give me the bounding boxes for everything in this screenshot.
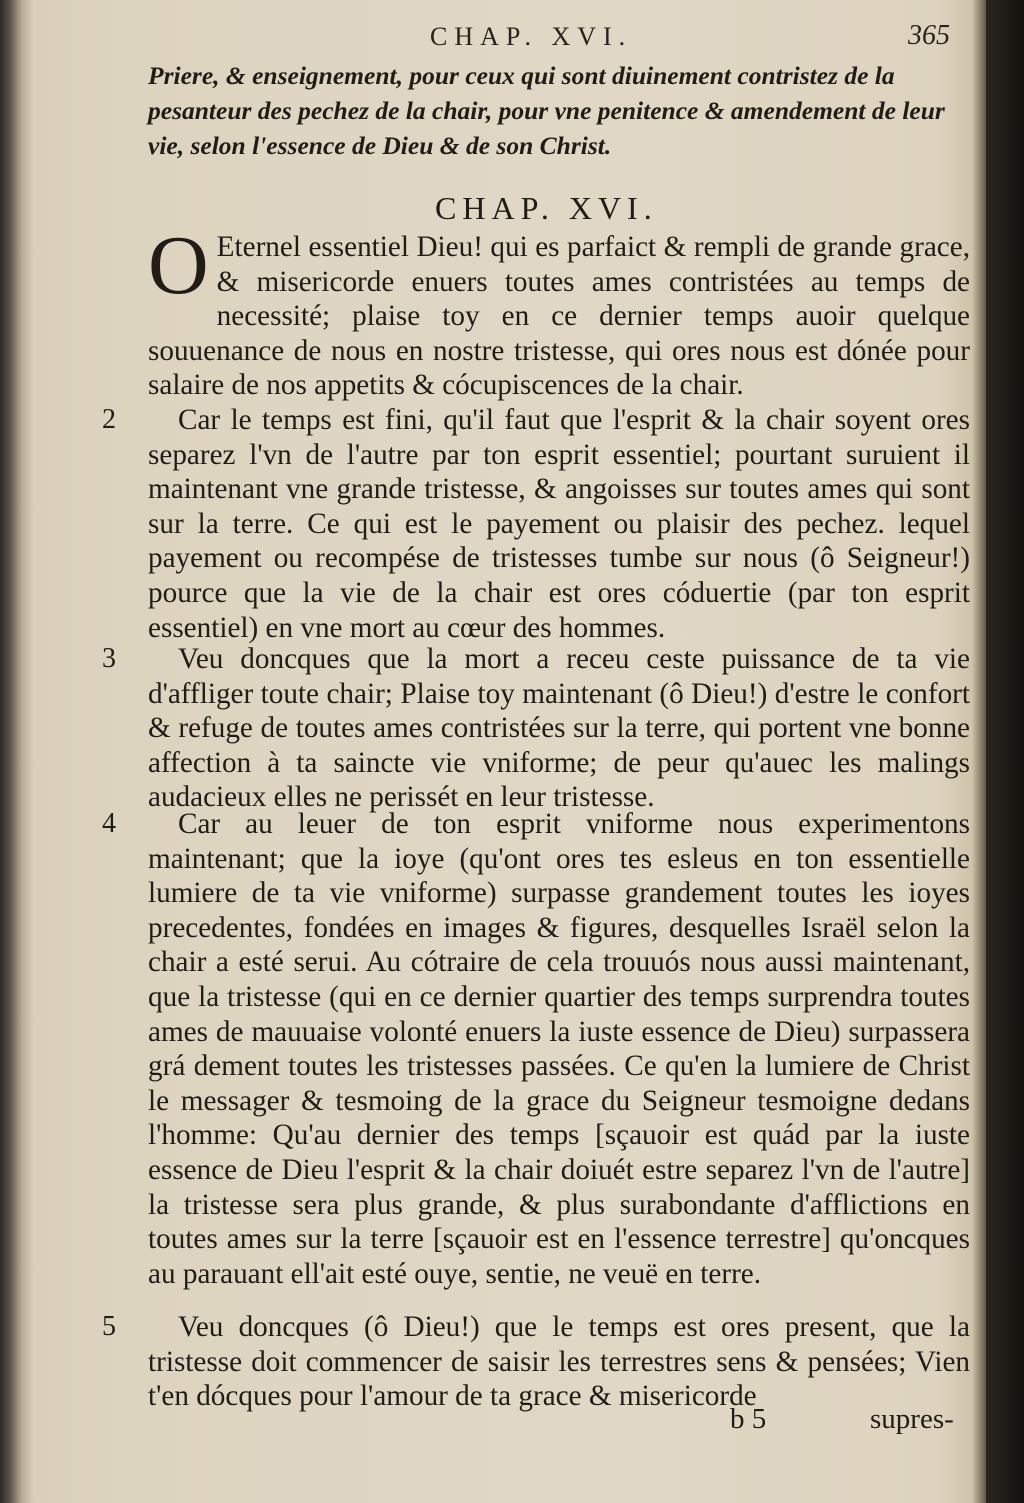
chapter-heading: CHAP. XVI. [435,190,658,226]
verse-3 [148,642,970,815]
verse-text: Veu doncques (ô Dieu!) que le temps est ores present, que la tristesse doit commencer de saisir les terrestres sens & pensées; Vien t'en dócques pour l'amour de ta grace & misericorde [148,1311,970,1413]
running-head: CHAP. XVI. [430,22,633,51]
verse-1 [148,219,970,403]
verse-4 [148,807,970,1291]
verse-number: 5 [102,1311,116,1342]
verse-number: 3 [102,643,116,674]
page-number: 365 [908,20,950,51]
chapter-title: Priere, & enseignement, pour ceux qui sont diuinement contristez de la pesanteur des pechez de la chair, pour vne penitence & amendement de leur vie, selon l'essence de Dieu & de son Christ. [148,61,945,160]
catchword: supres- [870,1403,954,1435]
verse-2 [148,403,970,645]
signature-mark: b 5 [730,1403,767,1435]
book-edge [986,0,1024,1503]
verse-text: Car le temps est fini, qu'il faut que l'esprit & la chair soyent ores separez l'vn de l'autre par ton esprit essentiel; pourtant suruient il maintenant vne grande tristesse, & angoisses sur toutes ames qui sont sur la terre. Ce qui est le payement ou plaisir des pechez. lequel payement ou recompése de tristesses tumbe sur nous (ô Seigneur!) pource que la vie de la chair est ores códuertie (par ton esprit essentiel) en vne mort au cœur des hommes. [148,404,970,644]
verse-text: Car au leuer de ton esprit vniforme nous experimentons maintenant; que la ioye (qu'ont ores tes esleus en ton essentielle lumiere de ta vie vniforme) surpasse grandement toutes les ioyes precedentes, fondées en images & figures, desquelles Israël selon la chair a esté serui. Au cótraire de cela trouuós nous aussi maintenant, que la tristesse (qui en ce dernier quartier des temps surprendra toutes ames de mauuaise volonté enuers la iuste essence de Dieu) surpassera grá dement toutes les tristesses passées. Ce qu'en la lumiere de Christ le messager & tesmoing de la grace du Seigneur tesmoigne dedans l'homme: Qu'au dernier des temps [sçauoir est quád par la iuste essence de Dieu l'esprit & la chair doiuét estre separez l'vn de l'autre] la tristesse sera plus grande, & plus surabondante d'afflictions en toutes ames sur la terre [sçauoir est en l'essence terrestre] qu'oncques au parauant ell'ait esté ouye, sentie, ne veuë en terre. [148,808,970,1290]
page [30,0,978,1503]
verse-number: 4 [102,808,116,839]
verse-5 [148,1310,970,1414]
verse-text: Eternel essentiel Dieu! qui es parfaict & rempli de grande grace, & misericorde enuers toutes ames contristées au temps de necessité; plaise toy en ce dernier temps auoir quelque souuenance de nous en nostre tristesse, qui ores nous est dónée pour salaire de nos appetits & cócupiscences de la chair. [148,231,970,402]
verse-number: 2 [102,404,116,435]
verse-text: Veu doncques que la mort a receu ceste puissance de ta vie d'affliger toute chair; Plaise toy maintenant (ô Dieu!) d'estre le confort & refuge de toutes ames contristées sur la terre, qui portent vne bonne affection à ta saincte vie vniforme; de peur qu'auec les malings audacieux elles ne perissét en leur tristesse. [148,643,970,814]
drop-capital: O [148,219,209,312]
